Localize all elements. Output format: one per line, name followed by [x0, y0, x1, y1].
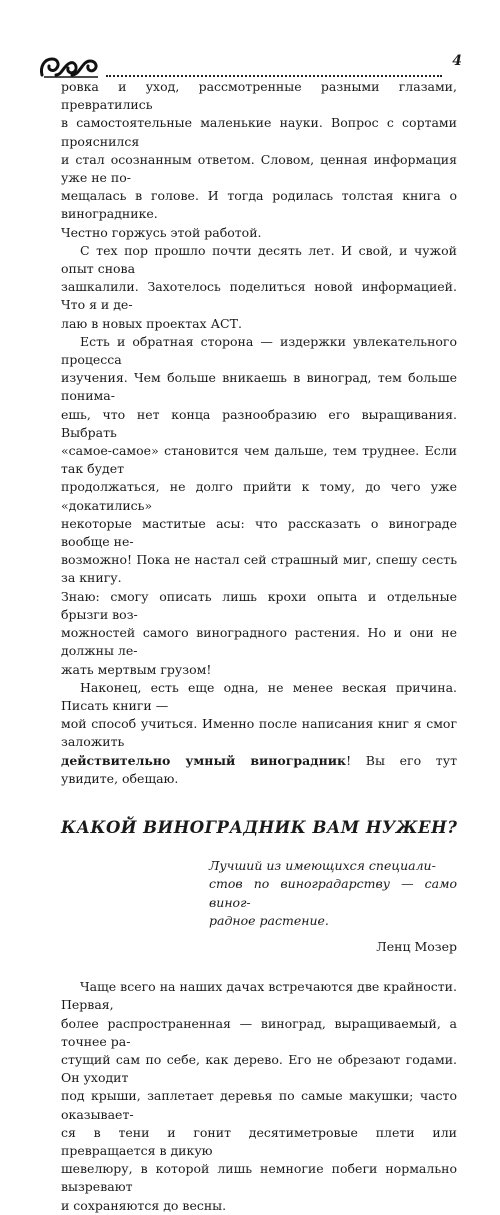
- paragraph: Есть и обратная сторона — издержки увлекательного процесса изучения. Чем больше вникаешь в виноград, тем больше понима- ешь, что нет конца разнообразию его выращивания. Выбрать «самое-самое» становится чем дальше, тем труднее. Если так будет продолжаться, не долго прийти к тому, до чего уже «докатились» некоторые маститые асы: что рассказать о винограде вообще не- возможно! Пока не настал сей страшный миг, спешу сесть за книгу. Знаю: смогу описать лишь крохи опыта и отдельные брызги воз- можностей самого виноградного растения. Но и они не должны ле- жать мертвым грузом!: [61, 333, 457, 677]
- page-body: [61, 78, 457, 1215]
- paragraph: Чаще всего на наших дачах встречаются две крайности. Первая, более распространенная — виноград, выращиваемый, а точнее ра- стущий сам по себе, как дерево. Его не обрезают годами. Он уходит под крыши, заплетает деревья по самые макушки; часто оказывает- ся в тени и гонит десятиметровые плети или превращается в дикую шевелюру, в которой лишь немногие побеги нормально вызревают и сохраняются до весны.: [61, 979, 457, 1213]
- epigraph-text: Лучший из имеющихся специали- стов по виноградарству — само виног- радное растение.: [209, 858, 457, 928]
- epigraph: [209, 857, 457, 956]
- paragraph-text: Наконец, есть еще одна, не менее веская причина. Писать книги — мой способ учиться. Именно после написания книг я смог заложить: [61, 679, 457, 750]
- ornament-icon: [38, 45, 102, 81]
- dotted-rule: [106, 75, 442, 77]
- epigraph-author: Ленц Мозер: [376, 938, 457, 954]
- page-number: 4: [452, 53, 462, 69]
- section-title: КАКОЙ ВИНОГРАДНИК ВАМ НУЖЕН?: [61, 817, 458, 837]
- paragraph: [61, 679, 457, 788]
- bold-phrase: действительно умный виноградник: [61, 752, 347, 768]
- paragraph: С тех пор прошло почти десять лет. И свой, и чужой опыт снова зашкалили. Захотелось поделиться новой информацией. Что я и де- лаю в новых проектах АСТ.: [61, 242, 457, 331]
- paragraph: ровка и уход, рассмотренные разными глазами, превратились в самостоятельные маленькие науки. Вопрос с сортами прояснился и стал осознанным ответом. Словом, ценная информация уже не по- мещалась в голове. И тогда родилась толстая книга о винограднике. Честно горжусь этой работой.: [61, 79, 457, 240]
- paragraph-end: ! Вы его тут увидите, обещаю.: [61, 752, 457, 786]
